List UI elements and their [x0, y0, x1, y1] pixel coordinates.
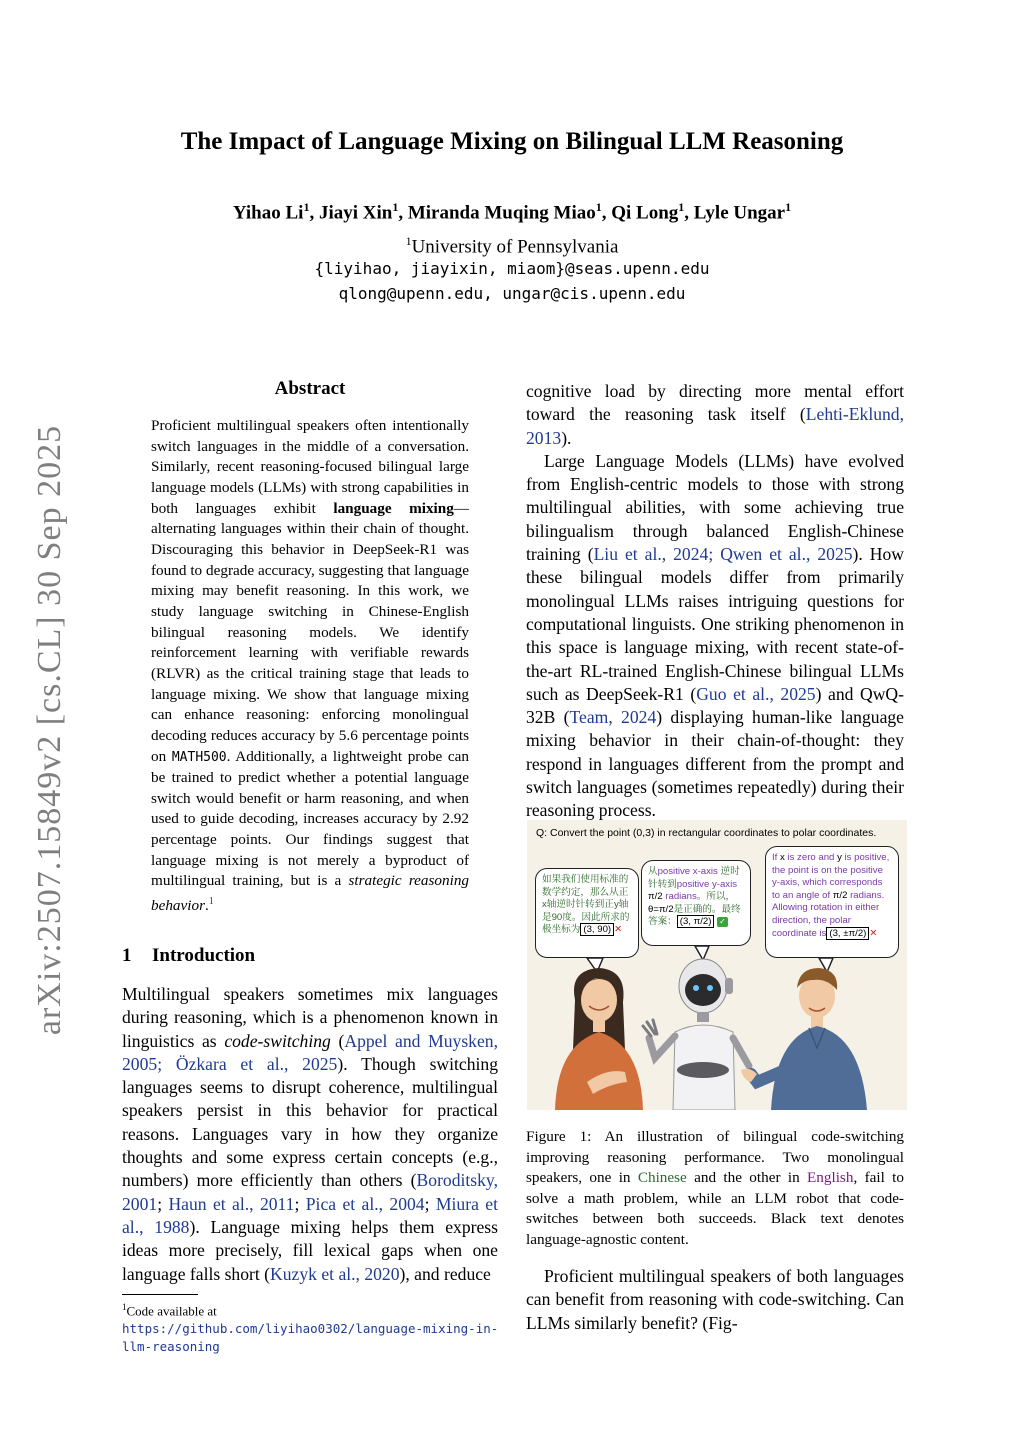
author: Lyle Ungar [693, 202, 786, 224]
bubble-text-en: is zero and [784, 852, 838, 863]
bubble-tail-mid [695, 946, 709, 960]
body-text: cognitive load by directing more mental effort toward the reasoning task itself ( [526, 381, 904, 425]
body-text: ). Language mixing helps them express ideas more precisely, fill lexical gaps when one language falls short ( [122, 1216, 498, 1284]
author-affil-mark: 1 [595, 200, 602, 214]
footnote [122, 1298, 502, 1356]
body-text: ). [561, 427, 572, 448]
email-line-1: {liyihao, jiayixin, miaom}@seas.upenn.edu [314, 259, 710, 278]
affiliation-name: University of Pennsylvania [411, 236, 619, 258]
figure-1-illustration [527, 820, 907, 1110]
figure-question: Q: Convert the point (0,3) in rectangular coordinates to polar coordinates. [536, 827, 877, 839]
right-column-top [526, 380, 904, 823]
italic-term: code-switching [224, 1030, 331, 1051]
body-text: Large Language Models (LLMs) have evolved from English-centric models to those with strong multilingual abilities, with some achieving true bilingualism through balanced English-Chinese training ( [526, 450, 904, 565]
affiliation-mark: 1 [405, 234, 412, 248]
bubble-text-en: If [772, 852, 780, 863]
author-affil-mark: 1 [785, 200, 792, 214]
body-text: Multilingual speakers sometimes mix languages during reasoning, which is a phenomenon known in linguistics as [122, 984, 498, 1051]
affiliation [0, 234, 1024, 258]
code-url-link[interactable]: https://github.com/liyihao0302/language-mixing-in-llm-reasoning [122, 1321, 499, 1355]
citation-separator: ; [157, 1053, 176, 1074]
bubble-text-math: θ=π/2 [648, 903, 674, 915]
author-list: Yihao Li$^1$, Jiayi Xin$^1$, Miranda Muqing Miao$^1$, Qi Long$^1$, Lyle Ungar$^1$ [232, 200, 792, 224]
bubble-text-math: π/2 [832, 889, 848, 901]
abstract-italic-term: strategic reasoning behavior [151, 872, 470, 915]
body-text: ). How these bilingual models differ from primarily monolingual LLMs raises intriguing questions for computational linguists. One striking phenomenon in this space is language mixing, with recent state-of-the-art RL-trained English-Chinese bilingual LLMs such as DeepSeek-R1 ( [526, 544, 904, 704]
arxiv-stamp-text: arXiv:2507.15849v2 [cs.CL] 30 Sep 2025 [31, 424, 68, 1036]
author: Jiayi Xin [318, 202, 393, 224]
abstract-body [151, 416, 469, 917]
footnote-text: Code available at [126, 1303, 217, 1319]
citation-link[interactable]: Lehti-Eklund, 2013 [526, 404, 904, 448]
woman-figure-icon [555, 968, 643, 1110]
citation-link[interactable]: Miura et al., 1988 [122, 1193, 498, 1237]
footnote-ref[interactable]: 1 [208, 896, 214, 908]
correct-mark-icon: ✓ [719, 917, 726, 927]
section-title: Introduction [152, 945, 256, 966]
bubble-text-en: radians [665, 891, 697, 903]
abstract-text: Proficient multilingual speakers often intentionally switch languages in the middle of a conversation. Similarly, recent reasoning-focused bilingual large language models (LLMs) with strong capabilities in both languages exhibit [151, 417, 469, 517]
speech-bubble-chinese [535, 868, 639, 958]
abstract-bold-term: language mixing [333, 499, 454, 517]
bubble-text-math: y [837, 852, 842, 863]
caption-chinese-term: Chinese [637, 1169, 687, 1187]
body-text: ) and QwQ-32B ( [526, 683, 904, 728]
wrong-mark-icon: ✕ [614, 924, 623, 936]
bubble-text-zh: 。所以， [696, 891, 736, 903]
bubble-text-en: radians. Allowing rotation in either direction, the polar coordinate is [772, 889, 885, 939]
intro-paragraph-2: Large Language Models (LLMs) have evolved from English-centric models to those with strong multilingual abilities, with some achieving true bilingualism through balanced English-Chinese training (Liu et al., 2024; Qwen et al., 2025). How these bilingual models differ from primarily monolingual LLMs raises intriguing questions for computational linguists. One striking phenomenon in this space is language mixing, with recent state-of-the-art RL-trained English-Chinese bilingual LLMs such as DeepSeek-R1 (Guo et al., 2025) and QwQ-32B (Team, 2024) displaying human-like language mixing behavior in their chain-of-thought: they respond in languages different from the prompt and switch languages (sometimes repeatedly) during their reasoning process. [526, 450, 904, 821]
bubble-text-zh: 是正确的。最终答案： [648, 903, 741, 928]
intro-paragraph-1-continued [526, 380, 904, 450]
email-line-2: qlong@upenn.edu, ungar@cis.upenn.edu [338, 284, 686, 303]
citation-link[interactable]: Haun et al., 2011 [168, 1193, 295, 1214]
bubble-text-math: x [780, 852, 785, 863]
citation-link[interactable]: Qwen et al., 2025 [720, 544, 853, 565]
caption-text: and the other in [686, 1169, 808, 1187]
author-affil-mark: 1 [303, 200, 310, 214]
intro-paragraph-1: Multilingual speakers sometimes mix languages during reasoning, which is a phenomenon known in linguistics as code-switching (Appel and Muysken, 2005; Özkara et al., 2025). Though switching languages seems to disrupt coherence, multilingual speakers persist in this behavior for practical reasons. Languages vary in how they organize thoughts and some express certain concepts (e.g., numbers) more efficiently than others (Boroditsky, 2001; Haun et al., 2011; Pica et al., 2004; Miura et al., 1988). Language mixing helps them express ideas more precisely, fill lexical gaps when one language falls short (Kuzyk et al., 2020), and reduce [122, 984, 498, 1284]
citation-link[interactable]: Pica et al., 2004 [305, 1193, 425, 1214]
caption-text: , fail to solve a math problem, while an LLM robot that code-switches between both succeeds. Black text denotes language-agnostic content. [526, 1169, 904, 1248]
robot-figure-icon [643, 959, 749, 1110]
author: Yihao Li [232, 202, 304, 224]
footnote-rule [122, 1294, 198, 1295]
author-affil-mark: 1 [392, 200, 399, 214]
caption-label: Figure 1: [526, 1128, 592, 1145]
speech-bubble-robot [641, 860, 751, 946]
abstract-text: . [205, 897, 209, 915]
paper-title: The Impact of Language Mixing on Bilingual LLM Reasoning [180, 128, 844, 155]
bubble-answer: (3, π/2) [677, 915, 715, 928]
citation-link[interactable]: Team, 2024 [569, 707, 657, 728]
bubble-text-en: is positive, the point is on the positive y-axis, which corresponds to an angle of [772, 852, 890, 901]
bubble-text-en: positive x-axis [657, 866, 718, 877]
citation-link[interactable]: Appel and Muysken, 2005 [122, 1030, 498, 1074]
author: Miranda Muqing Miao [407, 202, 596, 224]
body-text: Proficient multilingual speakers of both languages can benefit from reasoning with code-switching. Can LLMs similarly benefit? (Fig- [526, 1266, 904, 1333]
footnote-mark: 1 [122, 1302, 127, 1312]
bubble-text-zh: 从 [648, 866, 658, 877]
body-text: ). Though switching languages seems to disrupt coherence, multilingual speakers persist in this behavior for practical reasons. Languages vary in how they organize thoughts and some express certain concepts (e.g., numbers) more efficiently than others ( [122, 1053, 498, 1191]
citation-link[interactable]: Boroditsky, 2001 [122, 1170, 498, 1214]
bubble-text-zh: 逆时针转到 [648, 866, 740, 890]
author-affil-mark: 1 [678, 200, 685, 214]
body-text: ) displaying human-like language mixing behavior in their chain-of-thought: they respond in languages different from the prompt and switch languages (sometimes repeatedly) during their reasoning process. [526, 707, 904, 821]
man-figure-icon [741, 968, 867, 1110]
caption-text: An illustration of bilingual code-switching improving reasoning performance. Two monolingual speakers, one in [526, 1128, 905, 1187]
body-text: ( [330, 1030, 345, 1051]
abstract-text: —alternating languages within their chain of thought. Discouraging this behavior in DeepSeek-R1 was found to degrade accuracy, suggesting that language mixing may benefit reasoning. In this work, we study language switching in Chinese-English bilingual reasoning models. We identify reinforcement learning with verifiable rewards (RLVR) as the critical training stage that leads to language mixing. We show that language mixing can enhance reasoning: enforcing monolingual decoding reduces accuracy by 5.6 percentage points on [151, 499, 469, 765]
bubble-answer: (3, 90) [580, 923, 614, 936]
wrong-mark-icon: ✕ [869, 927, 878, 939]
bubble-answer: (3, ±π/2) [826, 927, 869, 940]
bubble-text: 如果我们使用标准的数学约定，那么从正x轴逆时针转到正y轴是90度。因此所求的极坐标为 [542, 874, 630, 936]
arxiv-stamp [20, 420, 80, 1040]
abstract-dataset-name: MATH500 [171, 749, 227, 765]
abstract-heading: Abstract [274, 378, 346, 399]
figure-1-caption [526, 1127, 904, 1251]
bubble-text-math: π/2 [648, 891, 666, 903]
citation-link[interactable]: Kuzyk et al., 2020 [270, 1263, 400, 1284]
citation-link[interactable]: Özkara et al., 2025 [175, 1053, 338, 1074]
section-number: 1 [122, 945, 132, 966]
bubble-text-en: positive y-axis [676, 878, 738, 890]
section-heading [122, 945, 502, 967]
caption-english-term: English [807, 1169, 854, 1187]
citation-link[interactable]: Liu et al., 2024 [593, 544, 709, 565]
speech-bubble-english [765, 846, 899, 958]
abstract-text: . Additionally, a lightweight probe can be trained to predict whether a potential language switch would benefit or harm reasoning, and when used to guide decoding, increases accuracy by 2.92 percentage points. Our findings suggest that language mixing is not merely a byproduct of multilingual training, but is a [151, 747, 470, 890]
author: Qi Long [611, 202, 679, 224]
body-text: ), and reduce [399, 1263, 491, 1284]
citation-link[interactable]: Guo et al., 2025 [696, 683, 816, 704]
intro-paragraph-3 [526, 1265, 904, 1335]
